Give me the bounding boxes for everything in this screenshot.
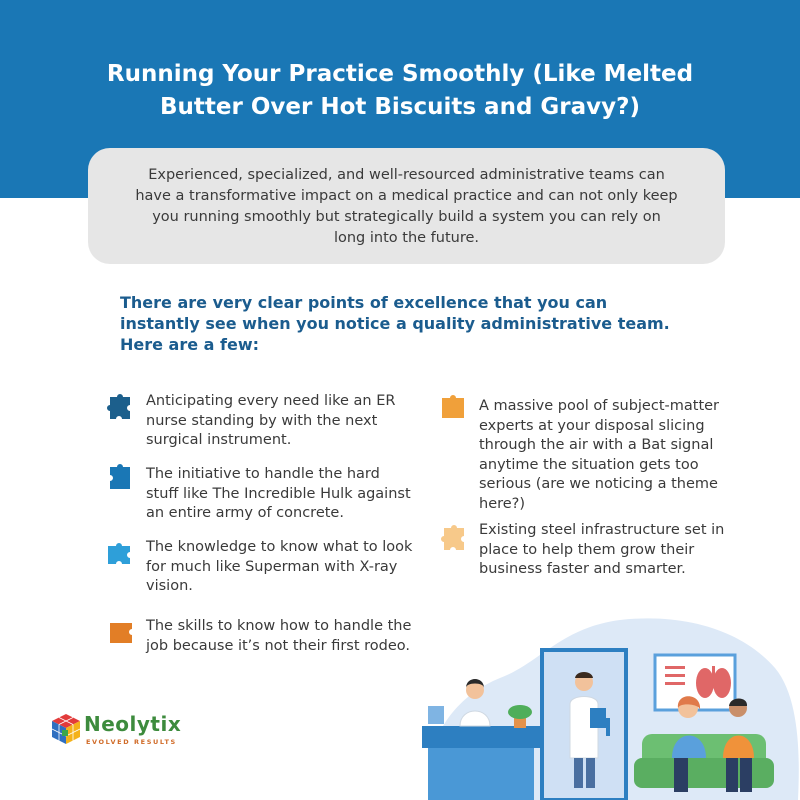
- point-item: [146, 465, 436, 524]
- point-item: [146, 392, 416, 451]
- point-line: serious (are we noticing a theme: [479, 476, 718, 492]
- reception-desk-top: [422, 726, 540, 748]
- point-line: The knowledge to know what to look: [146, 539, 413, 555]
- door-handle: [606, 718, 610, 736]
- lead-heading: [120, 292, 700, 355]
- logo-name: Neolytix: [84, 712, 182, 736]
- intro-line: have a transformative impact on a medical practice and can not only keep: [135, 188, 678, 204]
- point-line: experts at your disposal slicing: [479, 417, 705, 434]
- point-item: [146, 617, 436, 656]
- point-line: job because it’s not their first rodeo.: [146, 637, 411, 654]
- intro-text: [108, 165, 705, 249]
- title-line: Butter Over Hot Biscuits and Gravy?): [159, 94, 641, 120]
- point-item: [479, 521, 749, 580]
- puzzle-piece-icon: [106, 617, 136, 647]
- point-item: [146, 538, 436, 597]
- point-line: nurse standing by with the next: [146, 412, 378, 429]
- point-line: vision.: [146, 578, 193, 594]
- plant: [508, 705, 532, 719]
- logo-tagline: EVOLVED RESULTS: [86, 738, 177, 746]
- medical-office-illustration: [410, 608, 800, 800]
- point-line: here?): [479, 495, 526, 512]
- point-item: [479, 397, 749, 514]
- point-line: place to help them grow their: [479, 541, 695, 558]
- lead-line: Here are a few:: [120, 335, 260, 354]
- lead-line: There are very clear points of excellence that you can: [120, 293, 608, 312]
- point-line: The skills to know how to handle the: [146, 618, 412, 634]
- point-line: for much like Superman with X-ray: [146, 558, 398, 575]
- point-line: surgical instrument.: [146, 432, 292, 448]
- point-line: anytime the situation gets too: [479, 456, 699, 473]
- intro-line: you running smoothly but strategically build a system you can rely on: [152, 209, 661, 225]
- puzzle-piece-icon: [104, 540, 134, 570]
- rubiks-cube-icon: [50, 712, 82, 746]
- puzzle-piece-icon: [104, 393, 134, 423]
- puzzle-piece-icon: [438, 524, 468, 554]
- lung-right: [713, 668, 731, 698]
- reception-desk: [428, 748, 534, 800]
- page-title: [60, 58, 740, 124]
- point-line: through the air with a Bat signal: [479, 437, 714, 453]
- clipboard: [590, 708, 606, 728]
- point-line: stuff like The Incredible Hulk against: [146, 485, 411, 502]
- point-line: A massive pool of subject-matter: [479, 398, 720, 414]
- puzzle-piece-icon: [438, 390, 468, 420]
- neolytix-logo: [50, 712, 180, 752]
- monitor: [428, 706, 444, 724]
- lead-line: instantly see when you notice a quality administrative team.: [120, 314, 670, 333]
- intro-line: Experienced, specialized, and well-resourced administrative teams can: [148, 167, 665, 183]
- lung-left: [696, 668, 714, 698]
- intro-line: long into the future.: [333, 230, 480, 246]
- title-line: Running Your Practice Smoothly (Like Melted: [106, 61, 694, 87]
- puzzle-piece-icon: [104, 463, 134, 493]
- point-line: business faster and smarter.: [479, 561, 686, 577]
- point-line: an entire army of concrete.: [146, 505, 344, 521]
- point-line: Existing steel infrastructure set in: [479, 522, 725, 538]
- point-line: The initiative to handle the hard: [146, 466, 380, 482]
- point-line: Anticipating every need like an ER: [146, 393, 396, 409]
